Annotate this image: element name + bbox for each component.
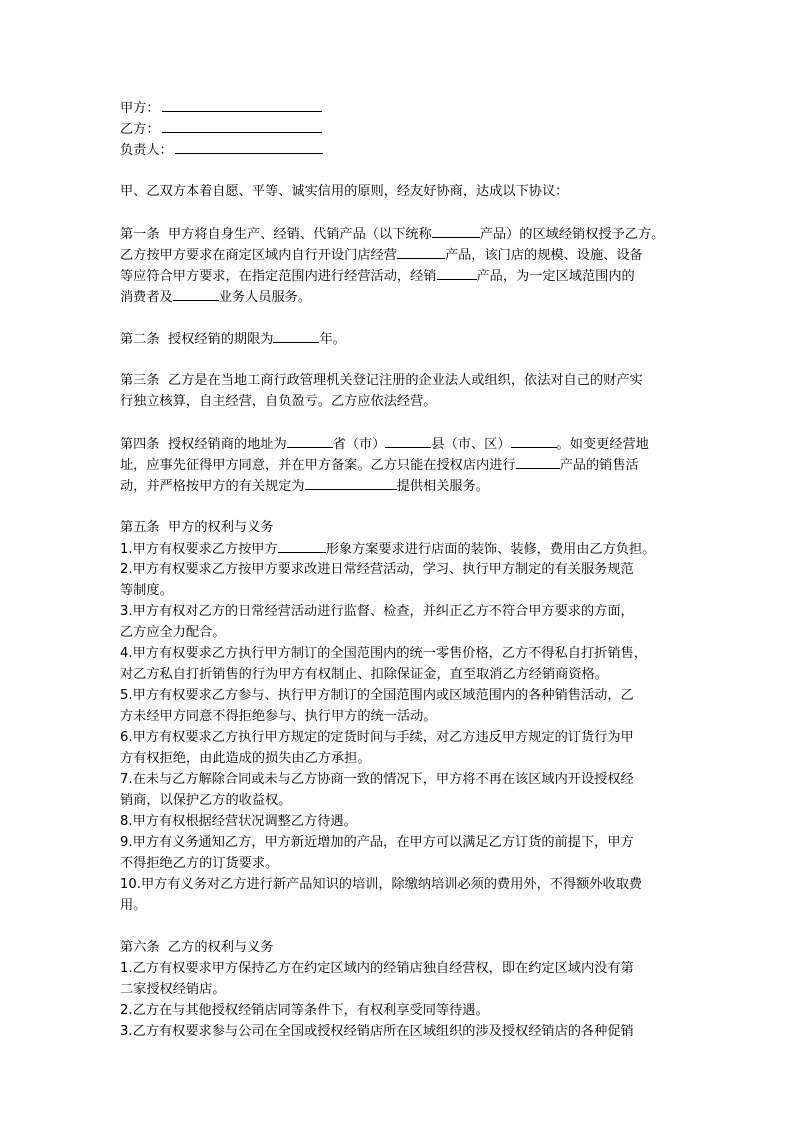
party-a-signature-blank[interactable] bbox=[162, 97, 322, 112]
responsible-person-line bbox=[120, 139, 680, 160]
spacer bbox=[120, 412, 680, 433]
article-4-line-3: 动，并严格按甲方的有关规定为 提供相关服务。 bbox=[120, 475, 680, 496]
article-5-item-7: 7.在未与乙方解除合同或未与乙方协商一致的情况下，甲方将不再在该区域内开设授权经 bbox=[120, 772, 634, 787]
article-5-item-10-cont: 用。 bbox=[120, 898, 147, 913]
article-6-title: 第六条 乙方的权利与义务 bbox=[120, 940, 274, 955]
article-2: 第二条 授权经销的期限为 年。 bbox=[120, 328, 680, 349]
article-5-item-5-cont: 方未经甲方同意不得拒绝参与、执行甲方的统一活动。 bbox=[120, 709, 437, 724]
county-blank[interactable] bbox=[385, 433, 431, 448]
product-name-blank[interactable] bbox=[432, 223, 480, 238]
responsible-person-label: 负责人： bbox=[120, 143, 173, 158]
article-5-item-3: 3.甲方有权对乙方的日常经营活动进行监督、检查，并纠正乙方不符合甲方要求的方面， bbox=[120, 604, 634, 619]
article-5-item-1: 1.甲方有权要求乙方按甲方 形象方案要求进行店面的装饰、装修，费用由乙方负担。 bbox=[120, 538, 680, 559]
contract-document bbox=[120, 97, 680, 1042]
business-staff-blank[interactable] bbox=[173, 286, 219, 301]
party-b-label: 乙方： bbox=[120, 122, 160, 137]
party-b-line bbox=[120, 118, 680, 139]
party-b-signature-blank[interactable] bbox=[162, 118, 322, 133]
product-blank[interactable] bbox=[516, 454, 560, 469]
province-blank[interactable] bbox=[287, 433, 333, 448]
article-1-line-4: 消费者及 业务人员服务。 bbox=[120, 286, 680, 307]
spacer bbox=[120, 202, 680, 223]
article-4-line-1: 第四条 授权经销商的地址为 省（市） 县（市、区） 。如变更经营地 bbox=[120, 433, 680, 454]
article-5-item-9-cont: 不得拒绝乙方的订货要求。 bbox=[120, 856, 279, 871]
article-5-item-5: 5.甲方有权要求乙方参与、执行甲方制订的全国范围内或区域范围内的各种销售活动，乙 bbox=[120, 688, 634, 703]
article-1-line-2: 乙方按甲方要求在商定区域内自行开设门店经营 产品，该门店的规模、设施、设备 bbox=[120, 244, 680, 265]
spacer bbox=[120, 916, 680, 937]
article-5-item-8: 8.甲方有权根据经营状况调整乙方待遇。 bbox=[120, 814, 357, 829]
spacer bbox=[120, 496, 680, 517]
article-6-item-3: 3.乙方有权要求参与公司在全国或授权经销店所在区域组织的涉及授权经销店的各种促销 bbox=[120, 1024, 634, 1039]
article-1-line-3: 等应符合甲方要求，在指定范围内进行经营活动，经销 产品，为一定区域范围内的 bbox=[120, 265, 680, 286]
term-years-blank[interactable] bbox=[273, 328, 319, 343]
spacer bbox=[120, 160, 680, 181]
article-3-line-2: 行独立核算，自主经营，自负盈亏。乙方应依法经营。 bbox=[120, 394, 437, 409]
article-5-item-7-cont: 销商，以保护乙方的收益权。 bbox=[120, 793, 292, 808]
article-1-line-1: 第一条 甲方将自身生产、经销、代销产品（以下统称 产品）的区域经销权授予乙方。 bbox=[120, 223, 680, 244]
article-5-item-10: 10.甲方有义务对乙方进行新产品知识的培训，除缴纳培训必须的费用外，不得额外收取费 bbox=[120, 877, 643, 892]
intro-paragraph: 甲、乙双方本着自愿、平等、诚实信用的原则，经友好协商，达成以下协议： bbox=[120, 184, 569, 199]
district-blank[interactable] bbox=[511, 433, 557, 448]
article-5-item-6: 6.甲方有权要求乙方执行甲方规定的定货时间与手续，对乙方违反甲方规定的订货行为甲 bbox=[120, 730, 634, 745]
party-a-line bbox=[120, 97, 680, 118]
party-a-label: 甲方： bbox=[120, 101, 160, 116]
article-6-item-2: 2.乙方在与其他授权经销店同等条件下，有权利享受同等待遇。 bbox=[120, 1003, 489, 1018]
article-5-item-9: 9.甲方有义务通知乙方，甲方新近增加的产品，在甲方可以满足乙方订货的前提下，甲方 bbox=[120, 835, 634, 850]
article-5-item-4: 4.甲方有权要求乙方执行甲方制订的全国范围内的统一零售价格，乙方不得私自打折销售， bbox=[120, 646, 647, 661]
article-5-item-2: 2.甲方有权要求乙方按甲方要求改进日常经营活动，学习、执行甲方制定的有关服务规范 bbox=[120, 562, 634, 577]
article-5-item-3-cont: 乙方应全力配合。 bbox=[120, 625, 226, 640]
image-scheme-blank[interactable] bbox=[278, 538, 326, 553]
article-5-item-6-cont: 方有权拒绝，由此造成的损失由乙方承担。 bbox=[120, 751, 371, 766]
responsible-person-blank[interactable] bbox=[175, 139, 323, 154]
spacer bbox=[120, 349, 680, 370]
article-5-title: 第五条 甲方的权利与义务 bbox=[120, 520, 274, 535]
service-target-blank[interactable] bbox=[305, 475, 397, 490]
article-5-item-4-cont: 对乙方私自打折销售的行为甲方有权制止、扣除保证金，直至取消乙方经销商资格。 bbox=[120, 667, 608, 682]
spacer bbox=[120, 307, 680, 328]
article-3-line-1: 第三条 乙方是在当地工商行政管理机关登记注册的企业法人或组织，依法对自己的财产实 bbox=[120, 373, 643, 388]
article-5-item-2-cont: 等制度。 bbox=[120, 583, 173, 598]
product-blank[interactable] bbox=[397, 244, 445, 259]
article-6-item-1-cont: 二家授权经销店。 bbox=[120, 982, 226, 997]
article-4-line-2: 址，应事先征得甲方同意，并在甲方备案。乙方只能在授权店内进行 产品的销售活 bbox=[120, 454, 680, 475]
product-blank[interactable] bbox=[437, 265, 477, 280]
article-6-item-1: 1.乙方有权要求甲方保持乙方在约定区域内的经销店独自经营权，即在约定区域内没有第 bbox=[120, 961, 634, 976]
